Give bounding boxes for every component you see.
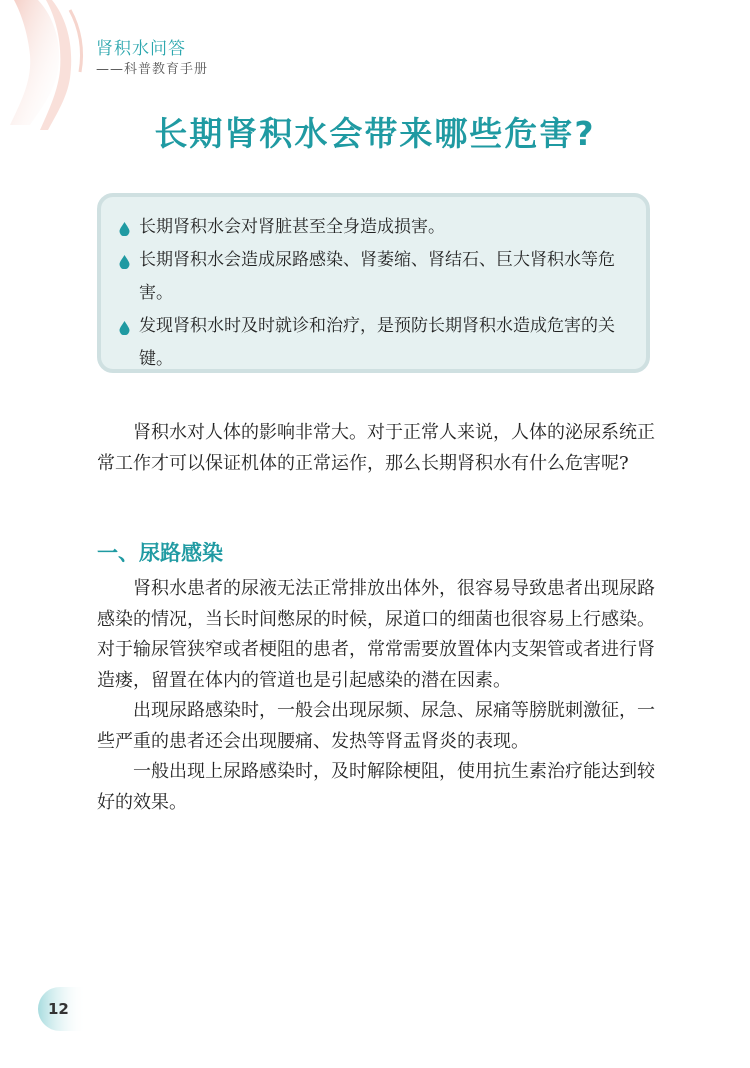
section-body <box>97 574 657 818</box>
section-heading: 一、尿路感染 <box>97 541 223 565</box>
section-paragraph: 一般出现上尿路感染时，及时解除梗阻，使用抗生素治疗能达到较好的效果。 <box>97 761 655 813</box>
header-subtitle: ——科普教育手册 <box>96 62 209 77</box>
water-drop-icon <box>119 321 130 335</box>
summary-item <box>119 310 624 376</box>
summary-item <box>119 244 624 310</box>
page-title: 长期肾积水会带来哪些危害? <box>154 114 596 153</box>
summary-item <box>119 211 624 244</box>
water-drop-icon <box>119 222 130 236</box>
section-paragraph: 出现尿路感染时，一般会出现尿频、尿急、尿痛等膀胱刺激征，一些严重的患者还会出现腰痛、发热等肾盂肾炎的表现。 <box>97 700 655 752</box>
section-paragraph: 肾积水患者的尿液无法正常排放出体外，很容易导致患者出现尿路感染的情况，当长时间憋尿的时候，尿道口的细菌也很容易上行感染。对于输尿管狭窄或者梗阻的患者，常常需要放置体内支架管或者进行肾造瘘，留置在体内的管道也是引起感染的潜在因素。 <box>97 578 655 691</box>
water-drop-icon <box>119 255 130 269</box>
header-title: 肾积水问答 <box>96 39 186 59</box>
summary-item-text: 长期肾积水会造成尿路感染、肾萎缩、肾结石、巨大肾积水等危害。 <box>139 250 615 303</box>
summary-box <box>97 193 650 373</box>
intro-paragraph <box>97 418 657 479</box>
summary-item-text: 长期肾积水会对肾脏甚至全身造成损害。 <box>139 217 445 237</box>
intro-text: 肾积水对人体的影响非常大。对于正常人来说，人体的泌尿系统正常工作才可以保证机体的正常运作，那么长期肾积水有什么危害呢? <box>97 422 655 474</box>
summary-item-text: 发现肾积水时及时就诊和治疗，是预防长期肾积水造成危害的关键。 <box>139 316 615 369</box>
page-number: 12 <box>48 1000 69 1018</box>
